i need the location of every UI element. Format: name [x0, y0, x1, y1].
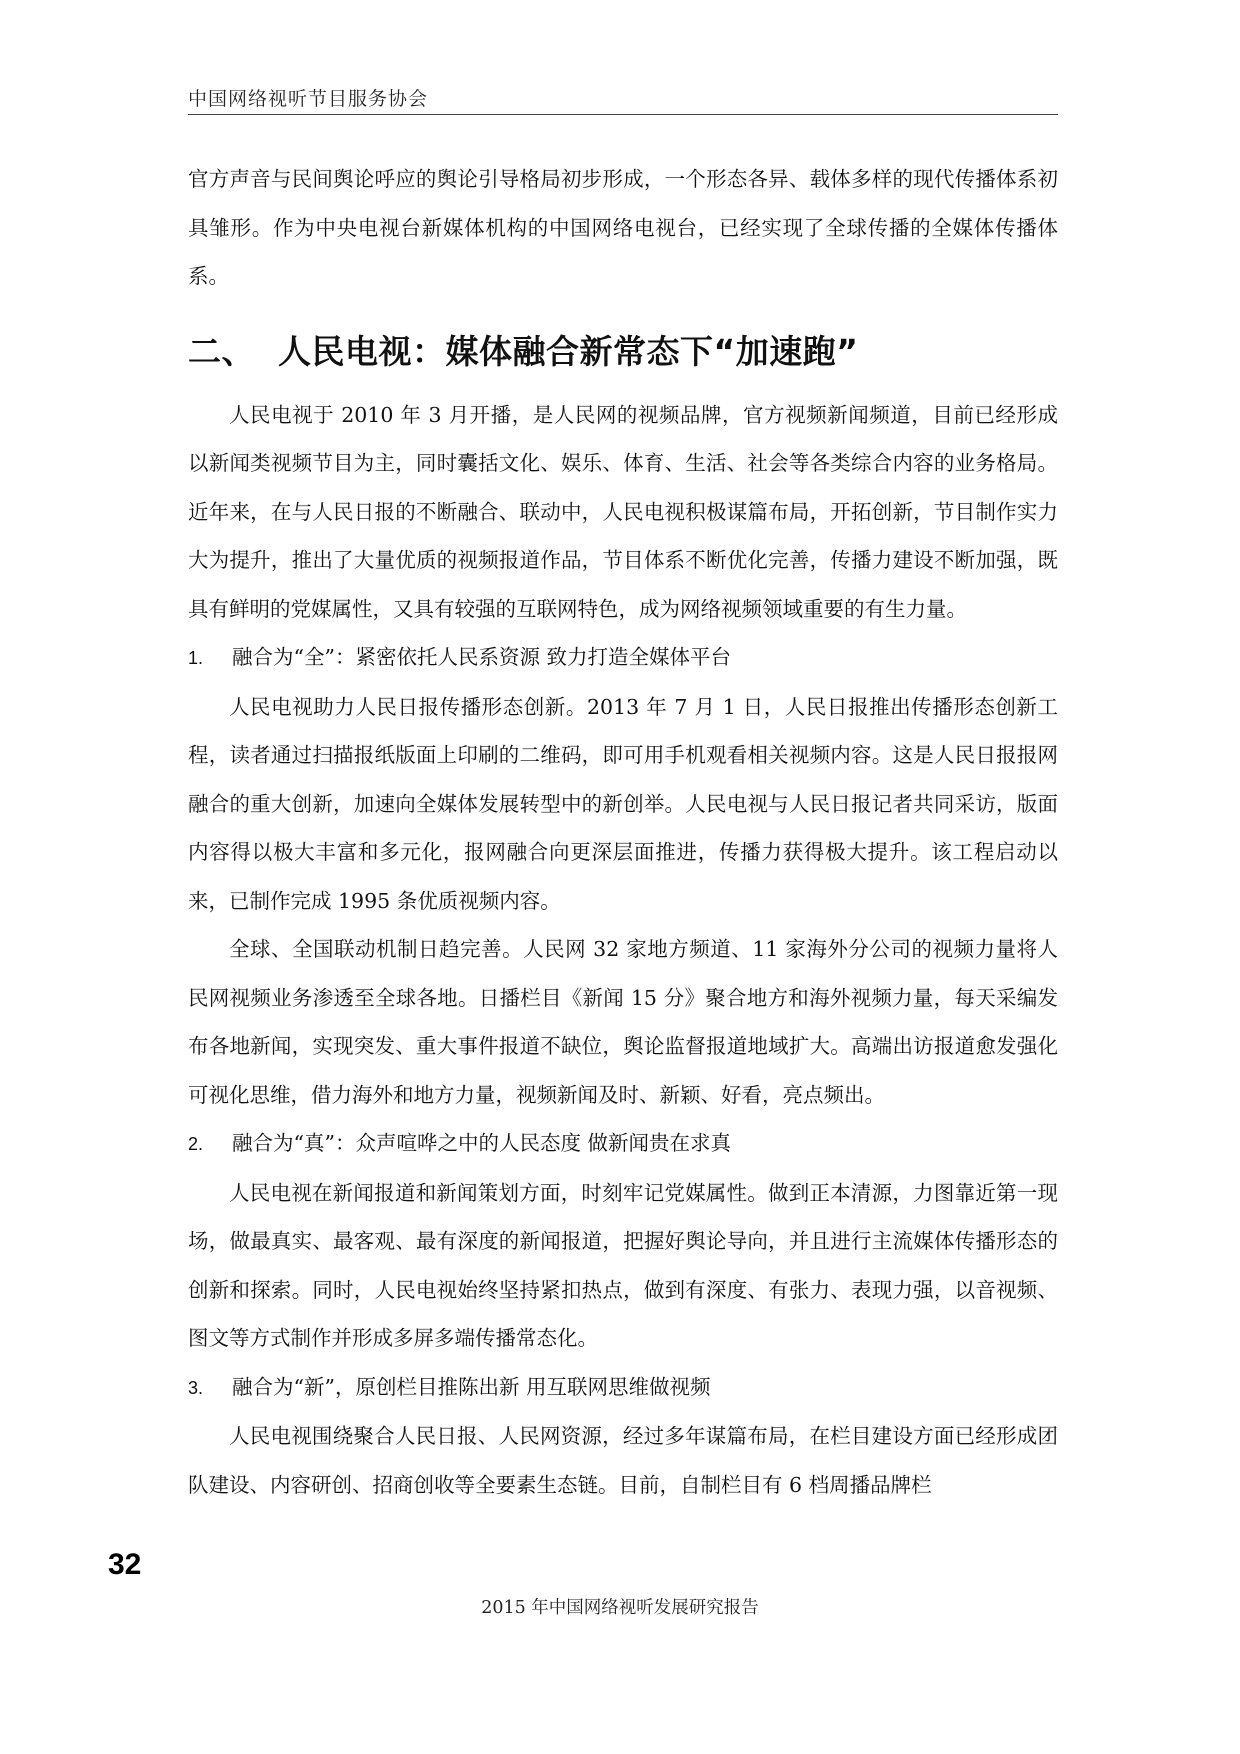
- subheading-3: [188, 1363, 1058, 1413]
- subheading-text: 融合为“全”：紧密依托人民系资源 致力打造全媒体平台: [232, 645, 731, 669]
- page-body: [188, 155, 1058, 1509]
- subheading-number: 3.: [188, 1377, 204, 1398]
- running-header: 中国网络视听节目服务协会: [188, 88, 429, 110]
- section-title: 人民电视：媒体融合新常态下“加速跑”: [278, 331, 859, 371]
- body-paragraph: 人民电视于 2010 年 3 月开播，是人民网的视频品牌，官方视频新闻频道，目前已经形成以新闻类视频节目为主，同时囊括文化、娱乐、体育、生活、社会等各类综合内容的业务格局。近年来，在与人民日报的不断融合、联动中，人民电视积极谋篇布局，开拓创新，节目制作实力大为提升，推出了大量优质的视频报道作品，节目体系不断优化完善，传播力建设不断加强，既具有鲜明的党媒属性，又具有较强的互联网特色，成为网络视频领域重要的有生力量。: [188, 402, 1058, 621]
- intro-paragraph: 官方声音与民间舆论呼应的舆论引导格局初步形成，一个形态各异、载体多样的现代传播体系初具雏形。作为中央电视台新媒体机构的中国网络电视台，已经实现了全球传播的全媒体传播体系。: [188, 167, 1058, 288]
- header-divider: [188, 114, 1058, 115]
- body-paragraph: 人民电视在新闻报道和新闻策划方面，时刻牢记党媒属性。做到正本清源，力图靠近第一现场，做最真实、最客观、最有深度的新闻报道，把握好舆论导向，并且进行主流媒体传播形态的创新和探索。同时，人民电视始终坚持紧扣热点，做到有深度、有张力、表现力强，以音视频、图文等方式制作并形成多屏多端传播常态化。: [188, 1180, 1058, 1350]
- subheading-text: 融合为“新”，原创栏目推陈出新 用互联网思维做视频: [232, 1374, 711, 1399]
- subheading-number: 2.: [188, 1134, 204, 1154]
- body-paragraph: 全球、全国联动机制日趋完善。人民网 32 家地方频道、11 家海外分公司的视频力量将人民网视频业务渗透至全球各地。日播栏目《新闻 15 分》聚合地方和海外视频力量，每天采编发布各地新闻，实现突发、重大事件报道不缺位，舆论监督报道地域扩大。高端出访报道愈发强化可视化思维，借力海外和地方力量，视频新闻及时、新颖、好看，亮点频出。: [188, 937, 1058, 1107]
- section-heading: [188, 327, 1058, 377]
- subheading-text: 融合为“真”：众声喧哗之中的人民态度 做新闻贵在求真: [232, 1131, 731, 1155]
- page-number: 32: [108, 1548, 142, 1581]
- subheading-1: [188, 633, 1058, 683]
- running-footer: 2015 年中国网络视听发展研究报告: [481, 1598, 759, 1618]
- section-number: 二、: [188, 331, 255, 371]
- body-paragraph: 人民电视围绕聚合人民日报、人民网资源，经过多年谋篇布局，在栏目建设方面已经形成团队建设、内容研创、招商创收等全要素生态链。目前，自制栏目有 6 档周播品牌栏: [188, 1424, 1058, 1497]
- subheading-number: 1.: [188, 648, 204, 668]
- body-paragraph: 人民电视助力人民日报传播形态创新。2013 年 7 月 1 日，人民日报推出传播形态创新工程，读者通过扫描报纸版面上印刷的二维码，即可用手机观看相关视频内容。这是人民日报报网融合的重大创新，加速向全媒体发展转型中的新创举。人民电视与人民日报记者共同采访，版面内容得以极大丰富和多元化，报网融合向更深层面推进，传播力获得极大提升。该工程启动以来，已制作完成 1995 条优质视频内容。: [188, 694, 1058, 913]
- subheading-2: [188, 1119, 1058, 1169]
